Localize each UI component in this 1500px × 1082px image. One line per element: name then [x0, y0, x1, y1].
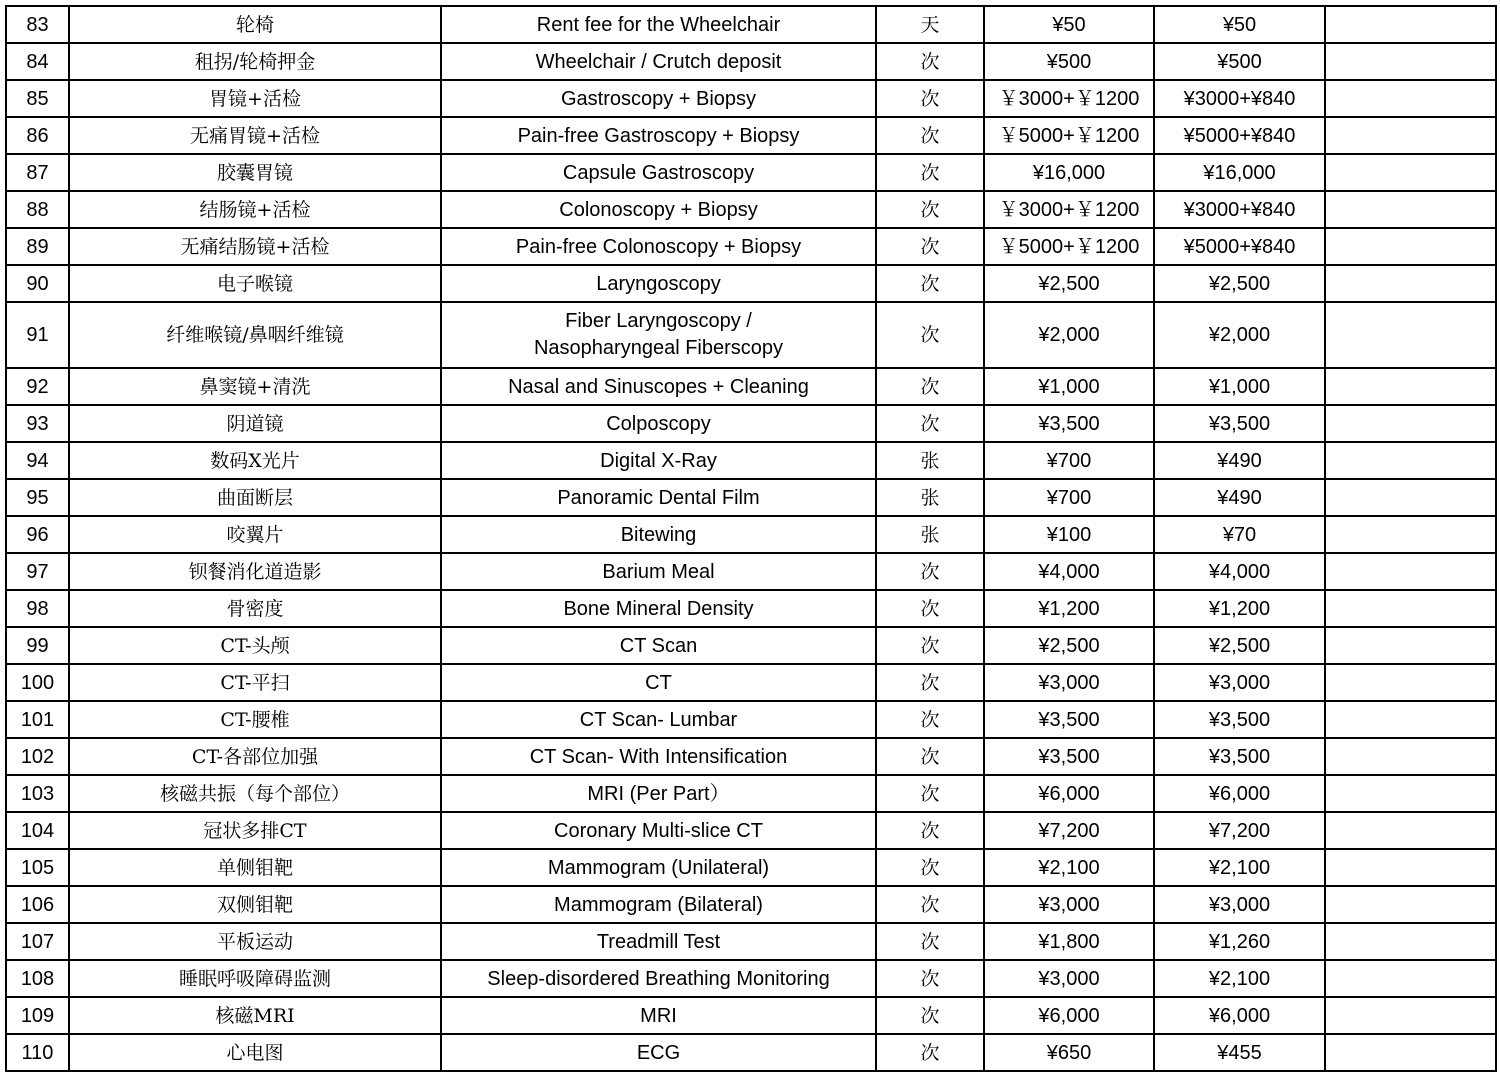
item-member-price: ¥2,000: [1154, 302, 1325, 368]
item-member-price: ¥2,500: [1154, 627, 1325, 664]
item-price: ¥650: [984, 1034, 1154, 1071]
item-name-english: CT Scan- With Intensification: [441, 738, 876, 775]
item-unit: 次: [876, 80, 984, 117]
item-name-chinese: 数码X光片: [69, 442, 441, 479]
item-unit: 次: [876, 849, 984, 886]
item-price: ¥1,800: [984, 923, 1154, 960]
item-notes: [1325, 442, 1496, 479]
item-notes: [1325, 664, 1496, 701]
item-price: ￥3000+￥1200: [984, 191, 1154, 228]
item-number: 95: [6, 479, 69, 516]
item-name-chinese: 骨密度: [69, 590, 441, 627]
item-unit: 次: [876, 590, 984, 627]
item-number: 109: [6, 997, 69, 1034]
item-name-english: ECG: [441, 1034, 876, 1071]
item-name-chinese: 纤维喉镜/鼻咽纤维镜: [69, 302, 441, 368]
table-row: [6, 80, 1496, 117]
item-unit: 次: [876, 664, 984, 701]
item-name-english: Colposcopy: [441, 405, 876, 442]
item-number: 100: [6, 664, 69, 701]
table-row: [6, 368, 1496, 405]
item-number: 92: [6, 368, 69, 405]
item-member-price: ¥1,200: [1154, 590, 1325, 627]
item-name-chinese: CT-头颅: [69, 627, 441, 664]
item-name-english: Coronary Multi-slice CT: [441, 812, 876, 849]
item-name-english: Sleep-disordered Breathing Monitoring: [441, 960, 876, 997]
item-unit: 次: [876, 43, 984, 80]
item-member-price: ¥2,100: [1154, 849, 1325, 886]
item-price: ¥50: [984, 6, 1154, 43]
item-notes: [1325, 191, 1496, 228]
item-number: 98: [6, 590, 69, 627]
item-name-chinese: CT-平扫: [69, 664, 441, 701]
item-member-price: ¥3000+¥840: [1154, 191, 1325, 228]
item-member-price: ¥500: [1154, 43, 1325, 80]
item-unit: 次: [876, 775, 984, 812]
item-number: 97: [6, 553, 69, 590]
item-name-english: Digital X-Ray: [441, 442, 876, 479]
item-name-english: [441, 302, 876, 368]
item-name-chinese: 胶囊胃镜: [69, 154, 441, 191]
item-unit: 次: [876, 1034, 984, 1071]
item-number: 84: [6, 43, 69, 80]
item-notes: [1325, 886, 1496, 923]
item-number: 91: [6, 302, 69, 368]
table-row: [6, 960, 1496, 997]
item-number: 107: [6, 923, 69, 960]
table-row: [6, 228, 1496, 265]
item-member-price: ¥6,000: [1154, 775, 1325, 812]
table-row: [6, 886, 1496, 923]
table-row: [6, 997, 1496, 1034]
item-member-price: ¥5000+¥840: [1154, 117, 1325, 154]
item-price: ¥700: [984, 479, 1154, 516]
item-unit: 张: [876, 479, 984, 516]
item-unit: 次: [876, 812, 984, 849]
table-row: [6, 849, 1496, 886]
item-name-english-line: Fiber Laryngoscopy /: [565, 310, 752, 332]
item-price: ¥3,000: [984, 886, 1154, 923]
item-price: ¥3,500: [984, 405, 1154, 442]
item-price: ¥100: [984, 516, 1154, 553]
table-row: [6, 701, 1496, 738]
item-price: ¥2,500: [984, 627, 1154, 664]
item-name-chinese: 胃镜+活检: [69, 80, 441, 117]
item-notes: [1325, 1034, 1496, 1071]
item-notes: [1325, 553, 1496, 590]
item-notes: [1325, 368, 1496, 405]
item-name-chinese: 轮椅: [69, 6, 441, 43]
item-number: 99: [6, 627, 69, 664]
item-name-english: Gastroscopy + Biopsy: [441, 80, 876, 117]
item-number: 86: [6, 117, 69, 154]
item-member-price: ¥1,000: [1154, 368, 1325, 405]
item-member-price: ¥490: [1154, 442, 1325, 479]
item-name-chinese: CT-腰椎: [69, 701, 441, 738]
table-row: [6, 191, 1496, 228]
item-price: ¥3,000: [984, 664, 1154, 701]
item-number: 101: [6, 701, 69, 738]
item-unit: 次: [876, 191, 984, 228]
item-member-price: ¥16,000: [1154, 154, 1325, 191]
table-row: [6, 553, 1496, 590]
item-member-price: ¥5000+¥840: [1154, 228, 1325, 265]
item-price: ¥4,000: [984, 553, 1154, 590]
table-row: [6, 516, 1496, 553]
item-member-price: ¥2,500: [1154, 265, 1325, 302]
item-unit: 次: [876, 553, 984, 590]
item-notes: [1325, 738, 1496, 775]
item-member-price: ¥3,500: [1154, 405, 1325, 442]
item-unit: 次: [876, 960, 984, 997]
item-member-price: ¥7,200: [1154, 812, 1325, 849]
item-name-chinese: 结肠镜+活检: [69, 191, 441, 228]
item-member-price: ¥3000+¥840: [1154, 80, 1325, 117]
item-member-price: ¥3,000: [1154, 664, 1325, 701]
item-price: ¥6,000: [984, 775, 1154, 812]
item-notes: [1325, 6, 1496, 43]
item-name-english: Wheelchair / Crutch deposit: [441, 43, 876, 80]
item-name-english: Rent fee for the Wheelchair: [441, 6, 876, 43]
item-number: 90: [6, 265, 69, 302]
item-notes: [1325, 627, 1496, 664]
item-notes: [1325, 849, 1496, 886]
item-number: 93: [6, 405, 69, 442]
item-member-price: ¥490: [1154, 479, 1325, 516]
item-member-price: ¥50: [1154, 6, 1325, 43]
item-price: ¥16,000: [984, 154, 1154, 191]
item-name-chinese: 平板运动: [69, 923, 441, 960]
item-unit: 次: [876, 627, 984, 664]
item-unit: 次: [876, 368, 984, 405]
table-row: [6, 923, 1496, 960]
item-notes: [1325, 701, 1496, 738]
item-name-english: Colonoscopy + Biopsy: [441, 191, 876, 228]
item-name-chinese: 冠状多排CT: [69, 812, 441, 849]
item-number: 102: [6, 738, 69, 775]
table-row: [6, 1034, 1496, 1071]
item-unit: 次: [876, 405, 984, 442]
item-number: 85: [6, 80, 69, 117]
item-notes: [1325, 775, 1496, 812]
item-name-chinese: 心电图: [69, 1034, 441, 1071]
item-notes: [1325, 154, 1496, 191]
item-member-price: ¥6,000: [1154, 997, 1325, 1034]
item-name-english: Pain-free Gastroscopy + Biopsy: [441, 117, 876, 154]
item-price: ¥2,000: [984, 302, 1154, 368]
item-name-chinese: 无痛胃镜+活检: [69, 117, 441, 154]
item-name-english: Mammogram (Unilateral): [441, 849, 876, 886]
table-row: [6, 302, 1496, 368]
table-row: [6, 664, 1496, 701]
item-member-price: ¥1,260: [1154, 923, 1325, 960]
item-notes: [1325, 516, 1496, 553]
item-name-english: MRI (Per Part）: [441, 775, 876, 812]
item-name-chinese: 租拐/轮椅押金: [69, 43, 441, 80]
item-price: ¥1,000: [984, 368, 1154, 405]
item-name-english: Mammogram (Bilateral): [441, 886, 876, 923]
table-row: [6, 117, 1496, 154]
item-member-price: ¥3,500: [1154, 701, 1325, 738]
item-name-english: Bone Mineral Density: [441, 590, 876, 627]
item-name-chinese: 钡餐消化道造影: [69, 553, 441, 590]
item-price: ¥700: [984, 442, 1154, 479]
item-unit: 天: [876, 6, 984, 43]
item-member-price: ¥2,100: [1154, 960, 1325, 997]
item-unit: 次: [876, 228, 984, 265]
table-row: [6, 738, 1496, 775]
item-price: ¥500: [984, 43, 1154, 80]
table-row: [6, 479, 1496, 516]
item-unit: 次: [876, 886, 984, 923]
item-member-price: ¥455: [1154, 1034, 1325, 1071]
item-name-english-line: Nasopharyngeal Fiberscopy: [533, 337, 784, 359]
item-unit: 次: [876, 701, 984, 738]
item-number: 88: [6, 191, 69, 228]
item-unit: 张: [876, 442, 984, 479]
item-notes: [1325, 923, 1496, 960]
item-number: 87: [6, 154, 69, 191]
item-price: ￥3000+￥1200: [984, 80, 1154, 117]
price-table: [5, 5, 1497, 1072]
item-unit: 次: [876, 923, 984, 960]
item-name-english: Bitewing: [441, 516, 876, 553]
item-name-chinese: 睡眠呼吸障碍监测: [69, 960, 441, 997]
table-row: [6, 812, 1496, 849]
item-price: ¥1,200: [984, 590, 1154, 627]
item-price: ¥2,500: [984, 265, 1154, 302]
item-notes: [1325, 265, 1496, 302]
item-name-chinese: 鼻窦镜+清洗: [69, 368, 441, 405]
item-number: 106: [6, 886, 69, 923]
table-row: [6, 442, 1496, 479]
item-name-chinese: 核磁MRI: [69, 997, 441, 1034]
item-notes: [1325, 405, 1496, 442]
item-name-english: Nasal and Sinuscopes + Cleaning: [441, 368, 876, 405]
item-name-chinese: 咬翼片: [69, 516, 441, 553]
item-unit: 次: [876, 738, 984, 775]
item-unit: 次: [876, 302, 984, 368]
item-price: ￥5000+￥1200: [984, 228, 1154, 265]
table-row: [6, 154, 1496, 191]
item-unit: 次: [876, 997, 984, 1034]
table-row: [6, 590, 1496, 627]
table-row: [6, 405, 1496, 442]
table-row: [6, 6, 1496, 43]
item-member-price: ¥70: [1154, 516, 1325, 553]
table-body: [6, 6, 1496, 1071]
item-notes: [1325, 228, 1496, 265]
item-name-english: CT Scan: [441, 627, 876, 664]
item-unit: 次: [876, 154, 984, 191]
item-name-chinese: 核磁共振（每个部位）: [69, 775, 441, 812]
item-name-chinese: 电子喉镜: [69, 265, 441, 302]
item-price: ¥3,500: [984, 738, 1154, 775]
table-row: [6, 265, 1496, 302]
item-name-english: Panoramic Dental Film: [441, 479, 876, 516]
item-name-english: Pain-free Colonoscopy + Biopsy: [441, 228, 876, 265]
item-notes: [1325, 590, 1496, 627]
item-member-price: ¥3,000: [1154, 886, 1325, 923]
item-number: 96: [6, 516, 69, 553]
item-name-english: Treadmill Test: [441, 923, 876, 960]
item-price: ￥5000+￥1200: [984, 117, 1154, 154]
item-name-english: Laryngoscopy: [441, 265, 876, 302]
item-number: 94: [6, 442, 69, 479]
item-unit: 张: [876, 516, 984, 553]
item-name-english: Capsule Gastroscopy: [441, 154, 876, 191]
item-price: ¥7,200: [984, 812, 1154, 849]
item-number: 105: [6, 849, 69, 886]
item-unit: 次: [876, 265, 984, 302]
item-price: ¥3,500: [984, 701, 1154, 738]
item-number: 108: [6, 960, 69, 997]
item-number: 104: [6, 812, 69, 849]
table-row: [6, 627, 1496, 664]
item-price: ¥3,000: [984, 960, 1154, 997]
table-row: [6, 775, 1496, 812]
table-row: [6, 43, 1496, 80]
item-price: ¥2,100: [984, 849, 1154, 886]
item-number: 89: [6, 228, 69, 265]
item-notes: [1325, 43, 1496, 80]
item-notes: [1325, 117, 1496, 154]
item-name-english: CT: [441, 664, 876, 701]
item-notes: [1325, 479, 1496, 516]
item-name-chinese: 阴道镜: [69, 405, 441, 442]
item-name-chinese: 单侧钼靶: [69, 849, 441, 886]
item-notes: [1325, 960, 1496, 997]
item-unit: 次: [876, 117, 984, 154]
item-name-chinese: CT-各部位加强: [69, 738, 441, 775]
item-notes: [1325, 80, 1496, 117]
item-name-chinese: 双侧钼靶: [69, 886, 441, 923]
item-number: 103: [6, 775, 69, 812]
item-notes: [1325, 997, 1496, 1034]
item-name-english: MRI: [441, 997, 876, 1034]
item-number: 83: [6, 6, 69, 43]
item-member-price: ¥4,000: [1154, 553, 1325, 590]
item-name-chinese: 曲面断层: [69, 479, 441, 516]
item-number: 110: [6, 1034, 69, 1071]
item-notes: [1325, 812, 1496, 849]
item-notes: [1325, 302, 1496, 368]
item-name-chinese: 无痛结肠镜+活检: [69, 228, 441, 265]
item-price: ¥6,000: [984, 997, 1154, 1034]
item-member-price: ¥3,500: [1154, 738, 1325, 775]
item-name-english: CT Scan- Lumbar: [441, 701, 876, 738]
item-name-english: Barium Meal: [441, 553, 876, 590]
